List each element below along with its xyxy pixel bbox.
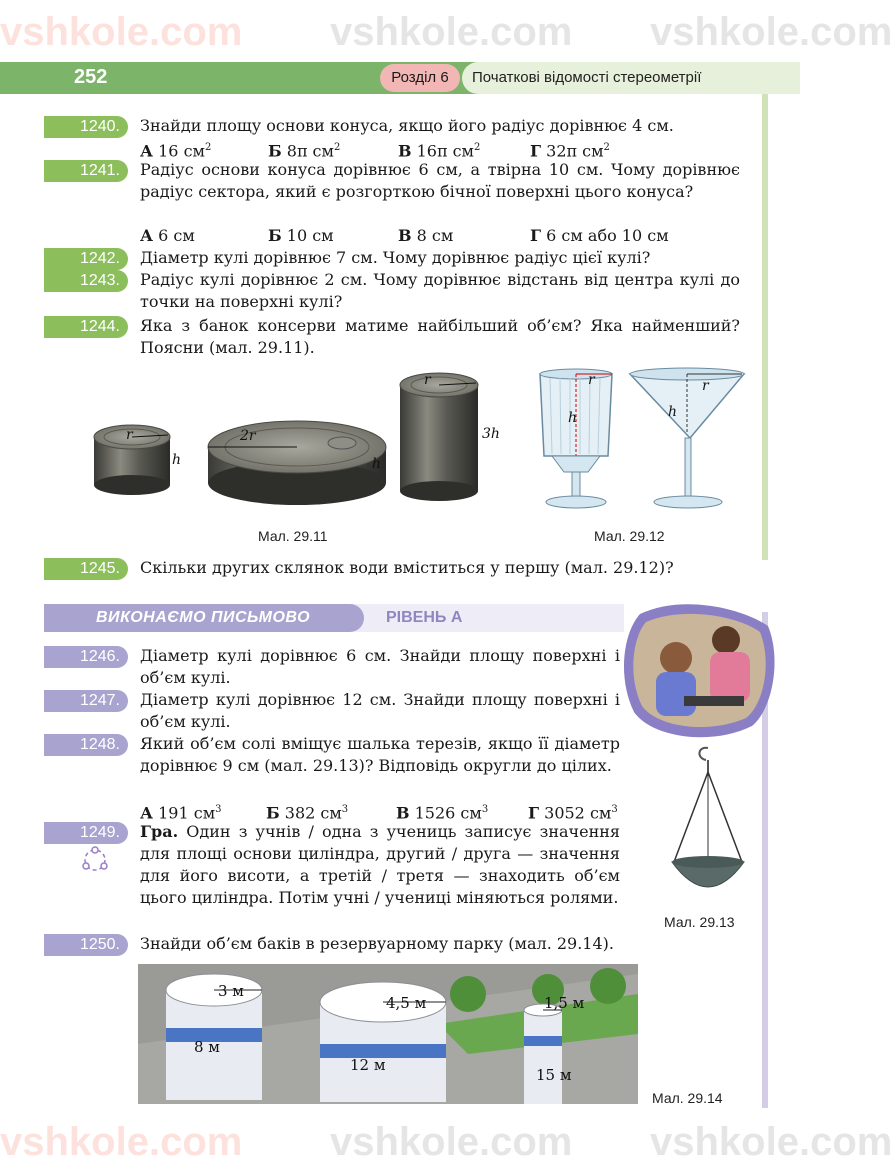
answer-option: В 16π $см^2$: [398, 141, 481, 161]
section-badge: Розділ 6: [380, 64, 460, 92]
problem-text: Який об’єм солі вміщує шалька терезів, якщо її діаметр дорівнює 9 см (мал. 29.13)? Відповідь округли до цілих.: [140, 734, 620, 775]
answer-option: Б 8π $см^2$: [268, 141, 341, 161]
tank-label: 3 м: [218, 982, 244, 1000]
fig-label: r: [126, 427, 133, 443]
problem-number: 1244.: [44, 316, 128, 338]
figure-cans: [80, 365, 510, 505]
watermark: vshkole.com: [650, 1120, 892, 1164]
problem-number: 1246.: [44, 646, 128, 668]
figure-scale: [668, 744, 758, 914]
problem-number: 1242.: [44, 248, 128, 270]
problem-number: 1241.: [44, 160, 128, 182]
answer-option: А 16 $см^2$: [140, 141, 212, 161]
side-strip: [762, 94, 768, 560]
problem-number: 1247.: [44, 690, 128, 712]
figure-caption: Мал. 29.14: [652, 1090, 723, 1106]
tank-label: 1,5 м: [544, 994, 585, 1012]
chapter-title: Початкові відомості стереометрії: [472, 69, 702, 86]
answer-option: Г 6 см або 10 см: [530, 226, 669, 245]
page-number: 252: [74, 66, 108, 88]
answer-option: Г 3052 $см^3$: [528, 803, 618, 823]
answer-option: Б 10 см: [268, 226, 334, 245]
students-photo: [622, 600, 778, 740]
fig-label: h: [172, 452, 182, 468]
problem-text: Діаметр кулі дорівнює 6 см. Знайди площу поверхні і об’єм кулі.: [140, 646, 620, 687]
answer-option: Г 32π $см^2$: [530, 141, 610, 161]
figure-caption: Мал. 29.13: [664, 914, 735, 930]
problem-text: Знайди об’єм баків в резервуарному парку (мал. 29.14).: [140, 934, 614, 953]
watermark: vshkole.com: [330, 1120, 573, 1164]
problem-text: Радіус кулі дорівнює 2 см. Чому дорівнює відстань від центра кулі до точки на поверхні кулі?: [140, 270, 740, 311]
problem-number: 1243.: [44, 270, 128, 292]
problem-text: Яка з банок консерви матиме найбільший об’єм? Яка найменший? Поясни (мал. 29.11).: [140, 316, 740, 357]
problem-text: Гра. Один з учнів / одна з учениць записує значення для площі основи циліндра, другий / друга — значення для його висоти, а третій / третя — знаходить об’єм цього циліндра. Потім учні / учениці міняються ролями.: [140, 822, 620, 907]
watermark: vshkole.com: [0, 10, 243, 54]
watermark: vshkole.com: [0, 1120, 243, 1164]
tank-label: 12 м: [350, 1056, 386, 1074]
tank-label: 15 м: [536, 1066, 572, 1084]
fig-label: 3h: [482, 426, 500, 442]
problem-text: Знайди площу основи конуса, якщо його радіус дорівнює 4 см.: [140, 116, 674, 135]
figure-caption: Мал. 29.11: [258, 528, 328, 544]
answer-option: В 8 см: [398, 226, 454, 245]
problem-number: 1240.: [44, 116, 128, 138]
section-title: ВИКОНАЄМО ПИСЬМОВО: [96, 609, 311, 626]
tank-label: 8 м: [194, 1038, 220, 1056]
tank-label: 4,5 м: [386, 994, 427, 1012]
fig-label: h: [372, 456, 382, 472]
fig-label: h: [568, 410, 578, 426]
problem-number: 1248.: [44, 734, 128, 756]
fig-label: r: [424, 372, 431, 388]
answer-option: Б 382 $см^3$: [266, 803, 349, 823]
problem-text: Радіус основи конуса дорівнює 6 см, а твірна 10 см. Чому дорівнює радіус сектора, який є розгорткою бічної поверхні цього конуса?: [140, 160, 740, 201]
problem-text: Діаметр кулі дорівнює 7 см. Чому дорівнює радіус цієї кулі?: [140, 248, 651, 267]
problem-text: Діаметр кулі дорівнює 12 см. Знайди площу поверхні і об’єм кулі.: [140, 690, 620, 731]
problem-number: 1249.: [44, 822, 128, 844]
problem-number: 1250.: [44, 934, 128, 956]
answer-option: А 191 $см^3$: [140, 803, 222, 823]
figure-glasses: [530, 368, 760, 513]
watermark: vshkole.com: [650, 10, 892, 54]
fig-label: r: [588, 372, 595, 388]
section-level: РІВЕНЬ А: [386, 609, 463, 626]
fig-label: r: [702, 378, 709, 394]
figure-caption: Мал. 29.12: [594, 528, 665, 544]
group-work-icon: [80, 845, 110, 875]
answer-option: В 1526 $см^3$: [396, 803, 489, 823]
fig-label: 2r: [240, 428, 256, 444]
problem-number: 1245.: [44, 558, 128, 580]
watermark: vshkole.com: [330, 10, 573, 54]
answer-option: А 6 см: [140, 226, 195, 245]
fig-label: h: [668, 404, 678, 420]
problem-text: Скільки других склянок води вміститься у першу (мал. 29.12)?: [140, 558, 674, 577]
